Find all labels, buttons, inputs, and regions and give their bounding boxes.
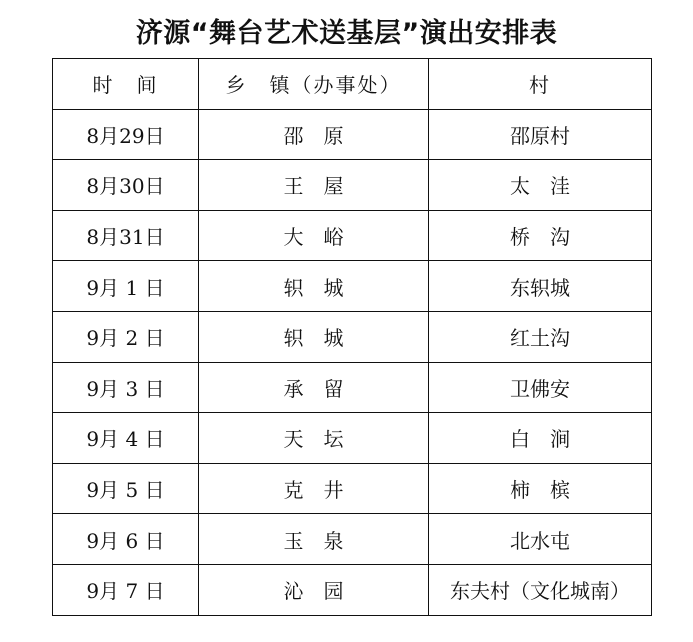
cell-village: 卫佛安: [429, 362, 652, 413]
cell-village: 桥 沟: [429, 210, 652, 261]
cell-town: 邵 原: [199, 109, 429, 160]
cell-town: 大 峪: [199, 210, 429, 261]
table-row: [53, 564, 652, 615]
cell-time: 9月 6 日: [53, 514, 199, 565]
cell-town: 玉 泉: [199, 514, 429, 565]
schedule-table: [52, 58, 652, 616]
cell-time: 8月30日: [53, 160, 199, 211]
cell-time: 9月 3 日: [53, 362, 199, 413]
cell-town: 承 留: [199, 362, 429, 413]
cell-village: 邵原村: [429, 109, 652, 160]
table-row: [53, 413, 652, 464]
cell-village: 白 涧: [429, 413, 652, 464]
cell-town: 王 屋: [199, 160, 429, 211]
cell-town: 克 井: [199, 463, 429, 514]
document-title: 济源“舞台艺术送基层”演出安排表: [135, 18, 558, 49]
cell-town: 轵 城: [199, 261, 429, 312]
table-row: [53, 514, 652, 565]
table-row: [53, 160, 652, 211]
cell-time: 8月31日: [53, 210, 199, 261]
table-row: [53, 463, 652, 514]
cell-village: 东轵城: [429, 261, 652, 312]
table-row: [53, 362, 652, 413]
table-row: [53, 311, 652, 362]
cell-time: 8月29日: [53, 109, 199, 160]
table-row: [53, 109, 652, 160]
cell-town: 轵 城: [199, 311, 429, 362]
cell-time: 9月 7 日: [53, 564, 199, 615]
header-town: 乡 镇（办事处）: [199, 59, 429, 110]
table-row: [53, 210, 652, 261]
cell-village: 北水屯: [429, 514, 652, 565]
cell-village: 东夫村（文化城南）: [429, 564, 652, 615]
cell-town: 沁 园: [199, 564, 429, 615]
cell-town: 天 坛: [199, 413, 429, 464]
header-row: [53, 59, 652, 110]
cell-time: 9月 5 日: [53, 463, 199, 514]
header-time: 时 间: [53, 59, 199, 110]
cell-time: 9月 1 日: [53, 261, 199, 312]
table-row: [53, 261, 652, 312]
cell-village: 柿 槟: [429, 463, 652, 514]
header-village: 村: [429, 59, 652, 110]
cell-village: 太 洼: [429, 160, 652, 211]
cell-time: 9月 2 日: [53, 311, 199, 362]
cell-time: 9月 4 日: [53, 413, 199, 464]
cell-village: 红土沟: [429, 311, 652, 362]
